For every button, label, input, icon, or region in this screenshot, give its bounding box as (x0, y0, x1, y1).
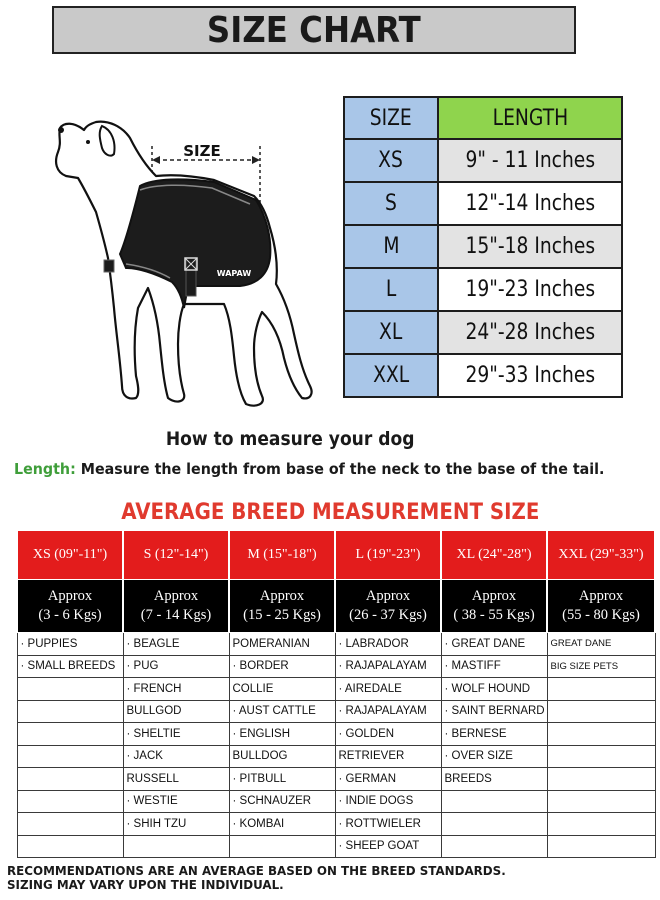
length-instruction (14, 460, 604, 478)
breed-cell: COLLIE (229, 678, 335, 701)
size-cell: XL (344, 311, 438, 354)
breed-cell: · AIREDALE (335, 678, 441, 701)
breed-cell (17, 790, 123, 813)
breed-cell: · SHIH TZU (123, 813, 229, 836)
breed-row (17, 768, 655, 791)
breed-row (17, 655, 655, 678)
breed-cell (17, 700, 123, 723)
breed-cell: · LABRADOR (335, 633, 441, 656)
breed-cell (17, 813, 123, 836)
breed-cell: · PUPPIES (17, 633, 123, 656)
footer-recommendation: RECOMMENDATIONS ARE AN AVERAGE BASED ON THE BREED STANDARDS. SIZING MAY VARY UPON THE INDIVIDUAL. (7, 863, 506, 892)
how-to-heading: How to measure your dog (165, 428, 415, 450)
breed-size-header-row (17, 531, 655, 580)
breed-size-header: XXL (29"-33") (547, 531, 655, 580)
breed-cell: · WOLF HOUND (441, 678, 547, 701)
breed-cell (547, 745, 655, 768)
breed-cell (123, 835, 229, 858)
size-cell: XXL (344, 354, 438, 397)
breed-cell (229, 835, 335, 858)
breed-cell: BULLGOD (123, 700, 229, 723)
breed-cell (17, 723, 123, 746)
breed-cell (17, 678, 123, 701)
breed-cell (17, 745, 123, 768)
breed-cell: · AUST CATTLE (229, 700, 335, 723)
breed-size-header: S (12"-14") (123, 531, 229, 580)
breed-cell: · ENGLISH (229, 723, 335, 746)
breed-size-header: L (19"-23") (335, 531, 441, 580)
breed-cell (547, 790, 655, 813)
breed-cell: · BERNESE (441, 723, 547, 746)
size-row (344, 354, 622, 397)
breed-cell: · SMALL BREEDS (17, 655, 123, 678)
breed-cell: POMERANIAN (229, 633, 335, 656)
length-cell: 15"-18 Inches (438, 225, 622, 268)
length-cell: 9" - 11 Inches (438, 139, 622, 182)
size-cell: L (344, 268, 438, 311)
breed-cell: · RAJAPALAYAM (335, 700, 441, 723)
length-cell: 24"-28 Inches (438, 311, 622, 354)
breed-row (17, 700, 655, 723)
breed-size-header: XL (24"-28") (441, 531, 547, 580)
breed-cell: BREEDS (441, 768, 547, 791)
breed-cell (441, 835, 547, 858)
size-row (344, 311, 622, 354)
breed-cell: · MASTIFF (441, 655, 547, 678)
breed-row (17, 813, 655, 836)
breed-size-header: XS (09"-11") (17, 531, 123, 580)
breed-cell: BULLDOG (229, 745, 335, 768)
breed-cell (17, 835, 123, 858)
weight-cell: Approx ( 38 - 55 Kgs) (441, 580, 547, 633)
breed-cell: RETRIEVER (335, 745, 441, 768)
breed-cell (547, 768, 655, 791)
breed-cell: · KOMBAI (229, 813, 335, 836)
breed-cell (547, 835, 655, 858)
breed-cell (441, 790, 547, 813)
breed-cell: · SHEEP GOAT (335, 835, 441, 858)
size-row (344, 182, 622, 225)
breed-cell: · GOLDEN (335, 723, 441, 746)
weight-cell: Approx (7 - 14 Kgs) (123, 580, 229, 633)
breed-size-header: M (15"-18") (229, 531, 335, 580)
breed-cell: · OVER SIZE (441, 745, 547, 768)
size-row (344, 268, 622, 311)
breed-cell: · INDIE DOGS (335, 790, 441, 813)
breed-cell (547, 700, 655, 723)
breed-row (17, 835, 655, 858)
breed-cell: · RAJAPALAYAM (335, 655, 441, 678)
breed-row (17, 723, 655, 746)
breed-cell: · ROTTWIELER (335, 813, 441, 836)
breed-weight-row (17, 580, 655, 633)
breed-cell (547, 678, 655, 701)
breed-cell: · SHELTIE (123, 723, 229, 746)
breed-cell: · SCHNAUZER (229, 790, 335, 813)
breed-cell: · GERMAN (335, 768, 441, 791)
breed-measurement-table (16, 530, 656, 858)
size-row (344, 225, 622, 268)
breed-cell: · BEAGLE (123, 633, 229, 656)
breed-cell: BIG SIZE PETS (547, 655, 655, 678)
size-row (344, 139, 622, 182)
breed-row (17, 633, 655, 656)
breed-cell: · JACK (123, 745, 229, 768)
breed-row (17, 790, 655, 813)
size-cell: XS (344, 139, 438, 182)
weight-cell: Approx (15 - 25 Kgs) (229, 580, 335, 633)
length-label: Length: (14, 460, 76, 478)
length-cell: 29"-33 Inches (438, 354, 622, 397)
breed-cell (17, 768, 123, 791)
breed-cell: · BORDER (229, 655, 335, 678)
breed-row (17, 745, 655, 768)
breed-row (17, 678, 655, 701)
size-cell: M (344, 225, 438, 268)
length-text: Measure the length from base of the neck to the base of the tail. (80, 460, 605, 478)
breed-cell: · FRENCH (123, 678, 229, 701)
length-header-cell: LENGTH (438, 97, 622, 139)
weight-cell: Approx (3 - 6 Kgs) (17, 580, 123, 633)
length-cell: 19"-23 Inches (438, 268, 622, 311)
breed-cell (547, 813, 655, 836)
breed-cell: · PITBULL (229, 768, 335, 791)
breed-cell: GREAT DANE (547, 633, 655, 656)
breed-cell: · GREAT DANE (441, 633, 547, 656)
size-header-cell: SIZE (344, 97, 438, 139)
size-length-table (343, 96, 623, 398)
breed-cell: · PUG (123, 655, 229, 678)
breed-cell (441, 813, 547, 836)
weight-cell: Approx (55 - 80 Kgs) (547, 580, 655, 633)
breed-cell: · WESTIE (123, 790, 229, 813)
breed-cell (547, 723, 655, 746)
breed-table-title: AVERAGE BREED MEASUREMENT SIZE (120, 500, 540, 525)
page-title: SIZE CHART (207, 9, 421, 51)
length-cell: 12"-14 Inches (438, 182, 622, 225)
size-measure-label: SIZE (183, 142, 221, 160)
title-banner (52, 6, 576, 54)
breed-cell: RUSSELL (123, 768, 229, 791)
size-cell: S (344, 182, 438, 225)
coat-brand-label: WAPAW (216, 269, 252, 278)
breed-cell: · SAINT BERNARD (441, 700, 547, 723)
dog-illustration (44, 108, 314, 418)
weight-cell: Approx (26 - 37 Kgs) (335, 580, 441, 633)
size-table-header (344, 97, 622, 139)
